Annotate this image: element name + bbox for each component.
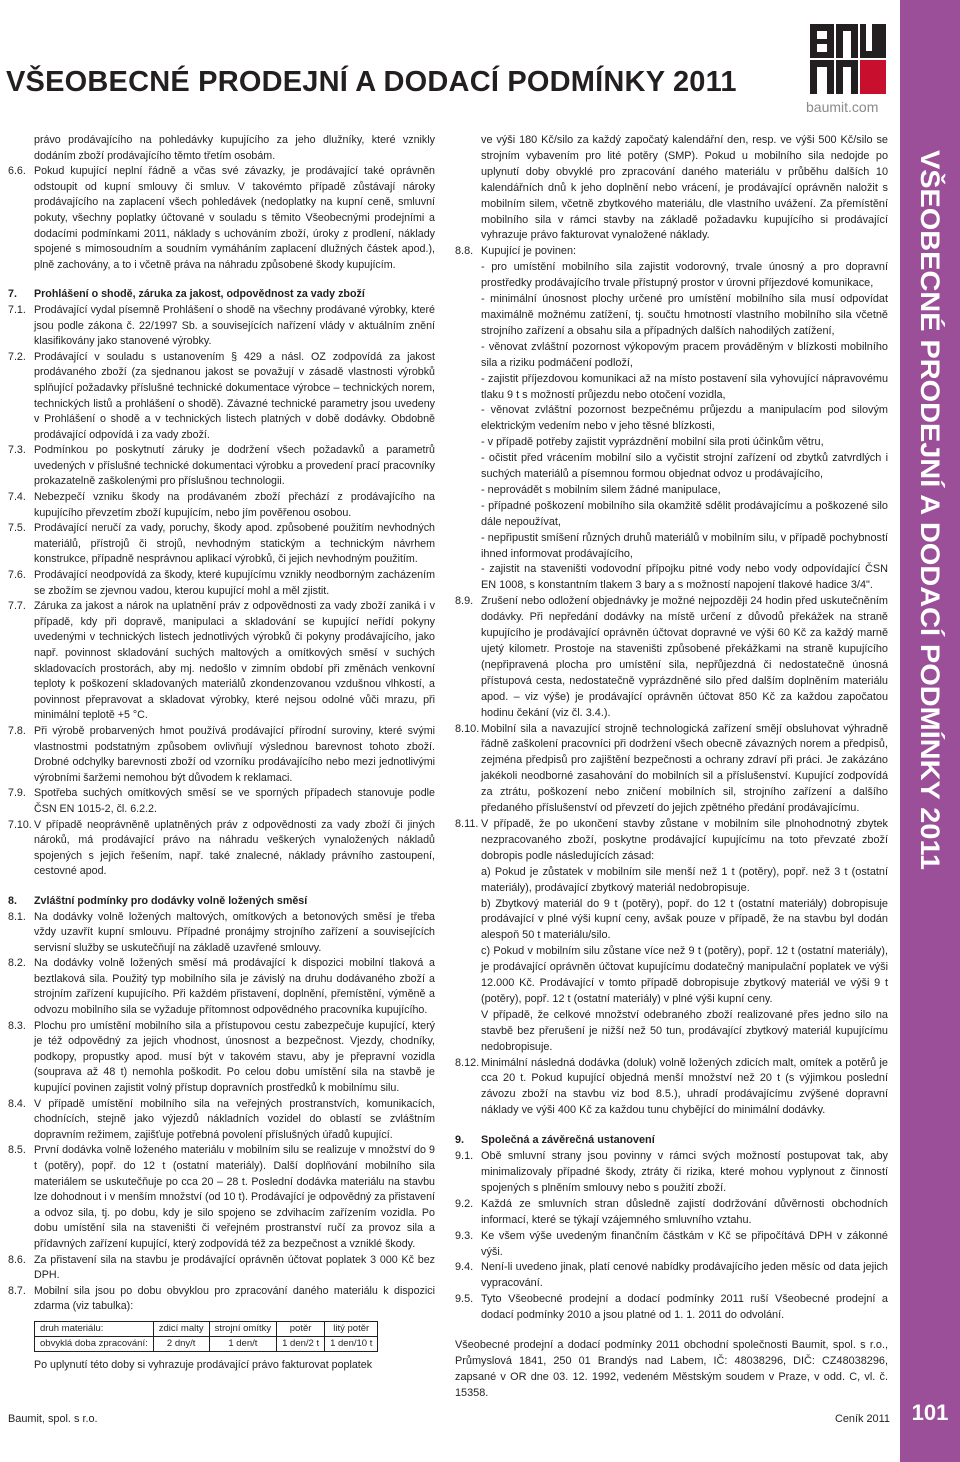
clause-8-4 [8, 1097, 435, 1144]
list-item [455, 531, 888, 563]
list-item-text: c) Pokud v mobilním silu zůstane více než 9 t (potěry), popř. 12 t (ostatní materiály), je prodávající oprávněn účtovat kupujícímu dodatečný manipulační poplatek ve výši 12.000 Kč. Prodávající v tomto případě dobropisuje zbytkový materiál ve výši 9 t (potěry), popř. 12 t (ostatní materiály) v plné výši kupní ceny. [481, 945, 888, 1005]
side-title [903, 150, 957, 1010]
side-title-text: VŠEOBECNÉ PRODEJNÍ A DODACÍ PODMÍNKY 2011 [915, 150, 945, 823]
clause-9-2 [455, 1197, 888, 1229]
clause-number: 9.3. [455, 1229, 474, 1242]
clause-8-9 [455, 594, 888, 721]
section-number: 9. [455, 1134, 465, 1147]
list-item-text: - zajistit na staveništi vodovodní přípojku pitné vody nebo vody odpovídající ČSN EN 1008, s konstantním tlakem 3 bary a s možností napojení tlakové hadice 3/4". [481, 563, 888, 592]
clause-9-3 [455, 1229, 888, 1261]
list-item-text: - případné poškození mobilního sila okamžitě sdělit prodávajícímu a poškozené silo dále nepoužívat, [481, 499, 888, 528]
page-title: VŠEOBECNÉ PRODEJNÍ A DODACÍ PODMÍNKY 2011 [6, 66, 737, 98]
list-item [455, 944, 888, 1008]
section-7-heading [8, 287, 435, 303]
clause-number: 7.5. [8, 522, 26, 535]
list-item [455, 483, 888, 499]
clause-9-5 [455, 1292, 888, 1324]
list-item-text: - neprovádět s mobilním silem žádné manipulace, [481, 483, 721, 496]
clause-text: Ke všem výše uvedeným finančním částkám v Kč se připočítává DPH v zákonné výši. [481, 1229, 888, 1258]
clause-number: 9.4. [455, 1261, 474, 1274]
section-number: 7. [8, 288, 17, 301]
clause-6-6 [8, 164, 435, 273]
clause-number: 7.7. [8, 600, 26, 613]
clause-number: 7.3. [8, 444, 26, 457]
footer-company: Baumit, spol. s r.o. [8, 1413, 98, 1425]
table-cell: obvyklá doba zpracování: [35, 1336, 154, 1351]
clause-text: Minimální následná dodávka (doluk) volně ložených zdicích malt, omítek a potěrů je cca 20 t. Pokud kupující objedná menší množství než 20 t (s výjimkou poslední závozu zboží na stavbu viz bod 8.5.), uhradí prodávajícímu zvýšené dopravní náklady ve výši 400 Kč za každou tunu chybějící do minimální dodávky. [481, 1056, 888, 1117]
clause-number: 8.1. [8, 910, 26, 923]
table-cell: 1 den/2 t [277, 1336, 325, 1351]
clause-9-4 [455, 1260, 888, 1292]
list-item [455, 499, 888, 531]
list-item [455, 865, 888, 897]
list-item-text: - zajistit příjezdovou komunikaci až na místo postavení sila vyhovující nápravovému tlaku 9 t s možností průjezdu nebo otočení vozidla, [481, 372, 888, 401]
continuation-item [455, 133, 888, 244]
clause-text: Prodávající neodpovídá za škody, které kupujícímu vznikly neodborným zacházením se zbožím se zjevnou vadou, kterou kupující mohl a měl zjistit. [34, 569, 435, 597]
clause-number: 7.4. [8, 491, 26, 504]
clause-number: 9.2. [455, 1197, 474, 1210]
clause-text: V případě, že po ukončení stavby zůstane v mobilním sile plnohodnotný zbytek nezpracovaného zboží, poskytne prodávající kupujícímu na toto převzaté zboží dobropis podle následujících zásad: [481, 817, 888, 862]
clause-text: Při výrobě probarvených hmot používá prodávající přírodní suroviny, které svými vlastnostmi podstatným způsobem ovlivňují výslednou barevnost tohoto zboží. Drobné odchylky barevnosti zboží od vzorníku prodávajícího nebo mezi jednotlivými výrobními šaržemi nemohou být důvodem k reklamaci. [34, 724, 435, 784]
section-title: Společná a závěrečná ustanovení [481, 1134, 655, 1147]
clause-8-1 [8, 910, 435, 957]
right-column [455, 133, 888, 1402]
list-item-text: a) Pokud je zůstatek v mobilním sile menší než 1 t (potěry), popř. než 3 t (ostatní materiály), prodávající zbytkový materiál nedobropisuje. [481, 865, 888, 894]
clause-8-2 [8, 956, 435, 1018]
clause-text: Na dodávky volně ložených maltových, omítkových a betonových směsí je třeba vždy uzavřít kupní smlouvu. Případné pronájmy strojního zařízení a souvisejících servisní služby se uskutečňují na základě uzavřené smlouvy. [34, 910, 435, 954]
list-item [455, 340, 888, 372]
clause-text: Nebezpečí vzniku škody na prodávaném zboží přechází z prodávajícího na kupujícího převzetím zboží kupujícím, nebo jím pověřenou osobou. [34, 491, 435, 519]
list-item [455, 372, 888, 404]
clause-7-5 [8, 521, 435, 568]
clause-number: 8.10. [455, 722, 480, 735]
clause-text: První dodávka volně loženého materiálu v mobilním silu se realizuje v množství do 9 t (potěry), popř. do 12 t (ostatní materiály). Další doplňování mobilního sila materiálem se uskutečňuje po cca 20 – 28 t. Poslední dodávka materiálu na stavbu lze dohodnout i v menším množství (od 10 t). Prodávající je odpovědný za přistavení a odvoz sila, tj. po dobu, kdy je silo spojeno se zdvihacím zařízením vozidla. Po dobu umístění sila na staveništi či veřejném prostranství ručí za provoz sila a přídavných zařízení kupující, který zodpovídá též za bezpečnost a vzniklé škody. [34, 1144, 435, 1250]
clause-7-1 [8, 303, 435, 350]
section-9-heading [455, 1133, 888, 1149]
clause-8-11 [455, 817, 888, 865]
clause-number: 7.9. [8, 787, 26, 800]
table-cell: zdicí malty [153, 1321, 209, 1336]
table-cell: 1 den/t [209, 1336, 277, 1351]
clause-text: Prodávající neručí za vady, poruchy, škody apod. způsobené použitím nevhodných materiálů, přístrojů či strojů, nevhodným statickým a technickým návrhem konstrukce, případně nesprávnou aplikací výrobků, či jejich nevhodným použitím. [34, 522, 435, 566]
list-item-text: - věnovat zvláštní pozornost výkopovým pracem prováděným v blízkosti mobilního sila a riziku podmáčení podloží, [481, 340, 888, 369]
table-row [35, 1321, 378, 1336]
section-8-heading [8, 894, 435, 910]
clause-7-4 [8, 490, 435, 521]
clause-text: Mobilní sila a navazující strojně technologická zařízení smějí obsluhovat výhradně řádně zaškolení pracovníci při dodržení všech obecně závazných norem a předpisů, zejména předpisů pro zajištění bezpečnosti a ochrany zdraví při práci. Je zakázáno jakékoli neodborné zasahování do mobilních sil a příslušenství. Kupující zodpovídá za ztrátu, poškození nebo zničení mobilních sil, strojního zařízení a dalšího předaného příslušenství od převzetí do jejich zpětného předání prodávajícímu. [481, 722, 888, 815]
baumit-logo [808, 22, 888, 96]
clause-7-6 [8, 568, 435, 599]
clause-8-5 [8, 1143, 435, 1252]
clause-7-8 [8, 724, 435, 786]
continuation-text: ve výši 180 Kč/silo za každý započatý kalendářní den, resp. ve výši 500 Kč/silo se strojním vybavením pro lité potěry (SMP). Pokud u mobilního sila nedojde po uplynutí doby obvyklé pro zpracování daného materiálu v průběhu dalších 10 kalendářních dnů k jeho doplnění nebo vrácení, je prodávající oprávněn naložit s mobilním silem, včetně zbytkového materiálu, dle vlastního uvážení. Za přemístění mobilního sila v rámci stavby na základě požadavku kupujícího si prodávající vyhrazuje právo fakturovat vynaložené náklady. [481, 134, 888, 242]
closing-statement: Všeobecné prodejní a dodací podmínky 2011 obchodní společnosti Baumit, spol. s r.o., Průmyslová 1841, 250 01 Brandýs nad Labem, IČ: 48038296, DIČ: CZ48038296, zapsané v OR dne 03. 12. 1992, vedeném Městským soudem v Praze, v odd. C, vl. č. 15358. [455, 1339, 888, 1399]
clause-text: V případě neoprávněně uplatněných práv z odpovědnosti za vady zboží či jiných nároků, má prodávající právo na náhradu veškerých vynaložených nákladů spojených s jejich řešením, např. také znalecné, náklady právního zastoupení, cestovné apod. [34, 818, 435, 878]
clause-number: 8.6. [8, 1253, 26, 1266]
clause-7-3 [8, 443, 435, 490]
clause-text: Pokud kupující neplní řádně a včas své závazky, je prodávající také oprávněn odstoupit od kupní smlouvy či smluv. V takovémto případě zůstávají nároky prodávajícího na zaplacení všech pohledávek (nedoplatky na kupní ceně, smluvní pokuty, všechny poplatky účtované v souladu s těmito Všeobecnými prodejními a dodacími podmínkami 2011, náklady s uchováním zboží, úroky z prodlení, náklady spojené s mimosoudním a soudním vymáháním zaplacení dlužných částek apod.), plně zachovány, a to i včetně práva na náhradu způsobené škody kupujícím. [34, 165, 435, 271]
clause-text: Plochu pro umístění mobilního sila a přístupovou cestu zabezpečuje kupující, který je též odpovědný za jejich vhodnost, únosnost a bezpečnost. Vjezdy, chodníky, podkopy, propustky apod. musí být v takovém stavu, aby je přepravní vozidla (souprava až 48 t) nemohla poškodit. Po celou dobu umístění sila na stavbě je kupující povinen zajistit volný přístup dopravních prostředků k mobilnímu silu. [34, 1019, 435, 1095]
clause-text: Za přistavení sila na stavbu je prodávající oprávněn účtovat poplatek 3 000 Kč bez DPH. [34, 1253, 435, 1282]
table-cell: 2 dny/t [153, 1336, 209, 1351]
table-cell: strojní omítky [209, 1321, 277, 1336]
clause-8-7 [8, 1284, 435, 1315]
clause-text: V případě, že celkové množství odebraného zboží realizované přes jedno silo na stavbě bez přerušení je nižší než 50 tun, prodávající zbytkový materiál kupujícímu nedobropisuje. [481, 1008, 888, 1053]
section-title: Zvláštní podmínky pro dodávky volně ložených směsí [34, 894, 308, 907]
list-item-text: - očistit před vrácením mobilní silo a vyčistit strojní zařízení od zbytků zatvrdlých i suchých materiálů a písemnou formou objednat odvoz u prodávajícího, [481, 452, 888, 481]
clause-text: Není-li uvedeno jinak, platí cenové nabídky prodávajícího jeden měsíc od data jejich vypracování. [481, 1261, 888, 1290]
intro-text: právo prodávajícího na pohledávky kupujícího za jeho dlužníky, které vznikly dodáním zboží prodávajícího těmto třetím osobám. [34, 134, 435, 162]
table-cell: litý potěr [325, 1321, 378, 1336]
footer-pricelist: Ceník 2011 [835, 1413, 890, 1425]
table-cell: potěr [277, 1321, 325, 1336]
list-item-text: - věnovat zvláštní pozornost bezpečnému průjezdu a manipulacím pod silovým elektrickým vedením nebo v jeho těsné blízkosti, [481, 404, 888, 433]
clause-7-7 [8, 599, 435, 724]
list-item [455, 897, 888, 945]
clause-number: 7.8. [8, 724, 26, 737]
clause-8-11-tail [455, 1008, 888, 1056]
clause-number: 8.4. [8, 1097, 26, 1110]
clause-number: 7.2. [8, 350, 26, 363]
clause-9-1 [455, 1149, 888, 1197]
processing-time-table [34, 1321, 378, 1352]
list-item-text: - pro umístění mobilního sila zajistit vodorovný, trvale únosný a pro dopravní prostředky prodávajícího trvale přístupný prostor v úrovni příjezdové komunikace, [481, 261, 888, 290]
after-table-text: Po uplynutí této doby si vyhrazuje prodávající právo fakturovat poplatek [34, 1358, 373, 1371]
logo-url: baumit.com [806, 99, 879, 115]
clause-number: 8.12. [455, 1056, 480, 1069]
clause-text: Na dodávky volně ložených směsí má prodávající k dispozici mobilní tlaková a beztlaková sila. Použitý typ mobilního sila je závislý na druhu dodávaného zboží a strojním zařízení kupujícího. Při každém přistavení, doplnění, přemístění, výměně a odvozu mobilního sila se vyžaduje přítomnost odpovědného pracovníka kupujícího. [34, 957, 435, 1017]
clause-text: Záruka za jakost a nárok na uplatnění práv z odpovědnosti za vady zboží zaniká i v případě, kdy při dopravě, manipulaci a skladování se kupující neřídí pokyny uvedenými v technických listech jednotlivých výrobků či pokyny prodávajícího, jako např. povinnost skladování suchých maltových a omítkových směsí v suchých skladovacích prostorách, aby mj. nedošlo v zimním období při změnách venkovní teploty k poškození skladovaných materiálů zkondenzovanou vzdušnou vlhkostí, a povinnost přepravovat a skladovat výrobky, které nejsou odolné vůči mrazu, při minimální teplotě +5 °C. [34, 600, 435, 722]
clause-number: 8.11. [455, 817, 479, 830]
list-item [455, 562, 888, 594]
clause-text: Kupující je povinen: [481, 245, 577, 258]
clause-text: Obě smluvní strany jsou povinny v rámci svých možností postupovat tak, aby minimalizovaly případné škody, ztráty či rizika, které mohou vyplynout z činností spojených s plněním smlouvy nebo s použití zboží. [481, 1150, 888, 1194]
after-table-item [8, 1358, 435, 1374]
clause-number: 7.6. [8, 569, 26, 582]
clause-number: 8.2. [8, 957, 26, 970]
list-item [455, 451, 888, 483]
list-item [455, 403, 888, 435]
table-cell: druh materiálu: [35, 1321, 154, 1336]
clause-number: 6.6. [8, 165, 26, 178]
clause-8-12 [455, 1056, 888, 1120]
clause-text: Mobilní sila jsou po dobu obvyklou pro zpracování daného materiálu k dispozici zdarma (viz tabulka): [34, 1284, 435, 1313]
clause-7-9 [8, 786, 435, 817]
clause-number: 8.9. [455, 595, 474, 608]
clause-number: 8.5. [8, 1144, 26, 1157]
clause-number: 9.1. [455, 1150, 474, 1163]
clause-number: 8.3. [8, 1019, 26, 1032]
list-item-text: - v případě potřeby zajistit vyprázdnění mobilní sila proti účinkům větru, [481, 436, 824, 449]
clause-text: Každá ze smluvních stran důsledně zajistí dodržování důvěrnosti obchodních informací, které se týkají vzájemného smluvního vztahu. [481, 1197, 888, 1226]
clause-text: Zrušení nebo odložení objednávky je možné nejpozději 24 hodin před uskutečněním dodávky. Při nepředání dodávky na místě určení z důvodů překážek na straně kupujícího je prodávající oprávněn účtovat dopravné ve výši 60 Kč za každý marně ujetý kilometr. Prostoje na staveništi způsobené překážkami na straně kupujícího (nepřipravená plocha pro umístění sila, nepřůjezdná či nedostatečně únosná přístupová cesta, nedostatečně vyprázdněné silo před dalším doplněním materiálu apod. – viz výše) je prodávající oprávněn účtovat 850 Kč za každou započatou hodinu čekání (viz čl. 3.4.). [481, 595, 888, 719]
table-cell: 1 den/10 t [325, 1336, 378, 1351]
clause-8-8 [455, 244, 888, 260]
list-item [455, 260, 888, 292]
clause-number: 7.1. [8, 303, 26, 316]
clause-number: 7.10. [8, 818, 32, 831]
clause-number: 8.8. [455, 245, 474, 258]
clause-7-2 [8, 350, 435, 444]
list-item-text: - nepřipustit smíšení různých druhů materiálů v mobilním silu, v případě pochybností ihned informovat prodávajícího, [481, 531, 888, 560]
page-number: 101 [911, 1400, 949, 1425]
intro-item [8, 133, 435, 164]
section-title: Prohlášení o shodě, záruka za jakost, odpovědnost za vady zboží [34, 288, 365, 301]
clause-text: V případě umístění mobilního sila na veřejných prostranstvích, komunikacích, chodnících, stejně jako výjezdů nákladních vozidel do oblastí se zvláštním dopravním režimem, zajišťuje potřebná povolení příslušných úřadů kupující. [34, 1097, 435, 1141]
list-item-text: - minimální únosnost plochy určené pro umístění mobilního sila musí odpovídat maximálně možnému zatížení, tj. součtu hmotností vlastního mobilního sila včetně strojního zařízení a obsahu sila a případných dalších nahodilých zatížení, [481, 293, 888, 337]
clause-number: 9.5. [455, 1293, 474, 1306]
clause-number: 8.7. [8, 1284, 26, 1297]
clause-text: Prodávající vydal písemně Prohlášení o shodě na všechny prodávané výrobky, které jsou podle zákona č. 22/1997 Sb. a souvisejících nařízení vlády v aktuálním znění klasifikovány jako stanovené výrobky. [34, 303, 435, 348]
clause-text: Prodávající v souladu s ustanovením § 429 a násl. OZ zodpovídá za jakost prodávaného zboží (za sjednanou jakost se považují v zásadě vlastnosti výrobků splňující požadavky příslušné technické dokumentace výrobce – technických norem, technických listů a prohlášení o shodě). Závazné technické parametry jsou uvedeny v Prohlášení o shodě a v technických listech platných v době dodávky. Obdobně prodávající odpovídá i za vady zboží. [34, 350, 435, 441]
left-column [8, 133, 435, 1374]
list-item [455, 435, 888, 451]
clause-8-3 [8, 1019, 435, 1097]
clause-text: Podmínkou po poskytnutí záruky je dodržení všech požadavků a parametrů uvedených v příslušné technické dokumentaci výrobku a provedení prací pracovníky prokazatelně zaškolenými pro příslušnou technologii. [34, 444, 435, 488]
clause-8-10 [455, 722, 888, 817]
table-row [35, 1336, 378, 1351]
list-item-text: b) Zbytkový materiál do 9 t (potěry), popř. do 12 t (ostatní materiály) dobropisuje prodávající v plné výši kupní ceny, avšak pouze v případě, že na stavbu byl dodán alespoň 50 t materiálu/silo. [481, 897, 888, 942]
clause-8-6 [8, 1253, 435, 1284]
clause-text: Tyto Všeobecné prodejní a dodací podmínky 2011 ruší Všeobecné prodejní a dodací podmínky 2010 a jsou platné od 1. 1. 2011 do odvolání. [481, 1293, 888, 1322]
clause-7-10 [8, 818, 435, 880]
section-number: 8. [8, 894, 17, 907]
clause-text: Spotřeba suchých omítkových směsí se ve sporných případech stanovuje podle ČSN EN 1015-2, čl. 6.2.2. [34, 787, 435, 815]
list-item [455, 292, 888, 340]
